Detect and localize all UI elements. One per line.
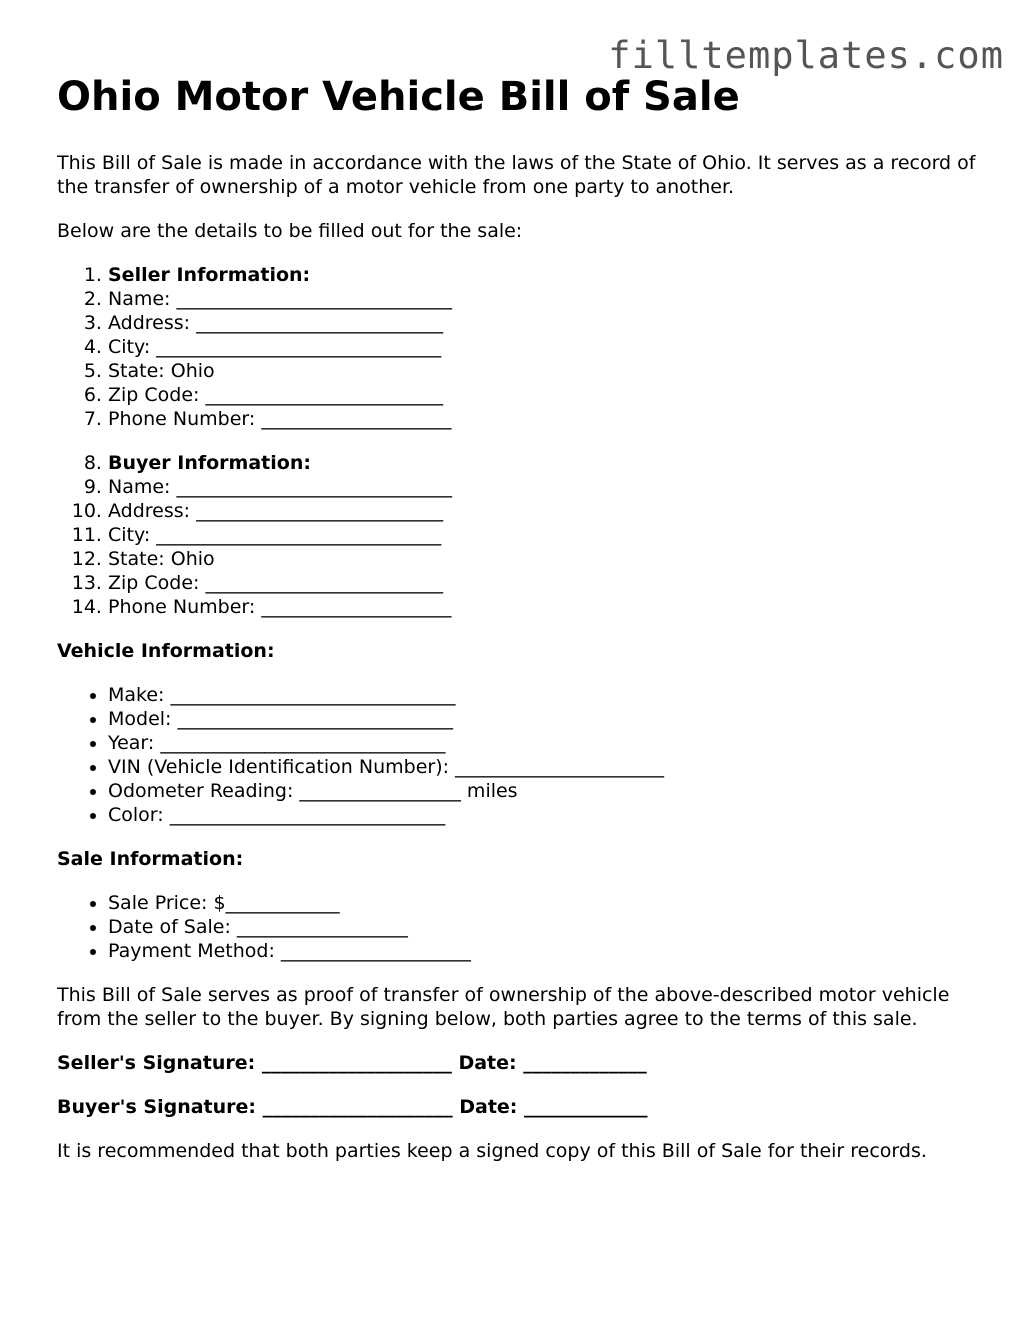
vehicle-color-field: • Color: _____________________________ <box>108 803 977 827</box>
buyer-heading-item <box>108 451 977 475</box>
seller-heading: Seller Information: <box>108 264 311 286</box>
buyer-name-field: 9. Name: _____________________________ <box>108 475 977 499</box>
vehicle-model-field: • Model: _____________________________ <box>108 707 977 731</box>
seller-heading-item <box>108 263 977 287</box>
seller-signature-label: Seller's Signature: ____________________ <box>57 1052 452 1074</box>
seller-name-field: 2. Name: _____________________________ <box>108 287 977 311</box>
buyer-signature-line <box>57 1095 977 1119</box>
vehicle-vin-field: • VIN (Vehicle Identification Number): ______________________ <box>108 755 977 779</box>
vehicle-make-field: • Make: ______________________________ <box>108 683 977 707</box>
recommendation-paragraph: It is recommended that both parties keep a signed copy of this Bill of Sale for their records. <box>57 1140 927 1162</box>
sale-price-field: • Sale Price: $____________ <box>108 891 977 915</box>
buyer-list <box>57 451 977 619</box>
buyer-state-field: 12. State: Ohio <box>108 547 977 571</box>
buyer-phone-field: 14. Phone Number: ____________________ <box>108 595 977 619</box>
watermark: filltemplates.com <box>608 34 1004 77</box>
page-title: Ohio Motor Vehicle Bill of Sale <box>57 74 740 120</box>
document-body <box>57 73 977 1183</box>
seller-state-field: 5. State: Ohio <box>108 359 977 383</box>
buyer-heading: Buyer Information: <box>108 452 311 474</box>
sale-heading: Sale Information: <box>57 848 244 870</box>
seller-address-field: 3. Address: __________________________ <box>108 311 977 335</box>
buyer-signature-date: Date: _____________ <box>459 1096 648 1118</box>
seller-phone-field: 7. Phone Number: ____________________ <box>108 407 977 431</box>
vehicle-heading: Vehicle Information: <box>57 640 275 662</box>
seller-city-field: 4. City: ______________________________ <box>108 335 977 359</box>
buyer-zip-field: 13. Zip Code: _________________________ <box>108 571 977 595</box>
buyer-signature-label: Buyer's Signature: ____________________ <box>57 1096 453 1118</box>
details-intro: Below are the details to be filled out for the sale: <box>57 220 523 242</box>
intro-paragraph: This Bill of Sale is made in accordance with the laws of the State of Ohio. It serves as a record of the transfer of ownership of a motor vehicle from one party to another. <box>57 152 976 198</box>
buyer-address-field: 10. Address: __________________________ <box>108 499 977 523</box>
vehicle-year-field: • Year: ______________________________ <box>108 731 977 755</box>
seller-signature-date: Date: _____________ <box>458 1052 647 1074</box>
sale-date-field: • Date of Sale: __________________ <box>108 915 977 939</box>
seller-zip-field: 6. Zip Code: _________________________ <box>108 383 977 407</box>
seller-list <box>57 263 977 431</box>
seller-signature-line <box>57 1051 977 1075</box>
sale-list <box>57 891 977 963</box>
vehicle-list <box>57 683 977 827</box>
buyer-city-field: 11. City: ______________________________ <box>108 523 977 547</box>
closing-paragraph: This Bill of Sale serves as proof of transfer of ownership of the above-described motor vehicle from the seller to the buyer. By signing below, both parties agree to the terms of this sale. <box>57 984 950 1030</box>
vehicle-odometer-field: • Odometer Reading: _________________ miles <box>108 779 977 803</box>
sale-payment-field: • Payment Method: ____________________ <box>108 939 977 963</box>
